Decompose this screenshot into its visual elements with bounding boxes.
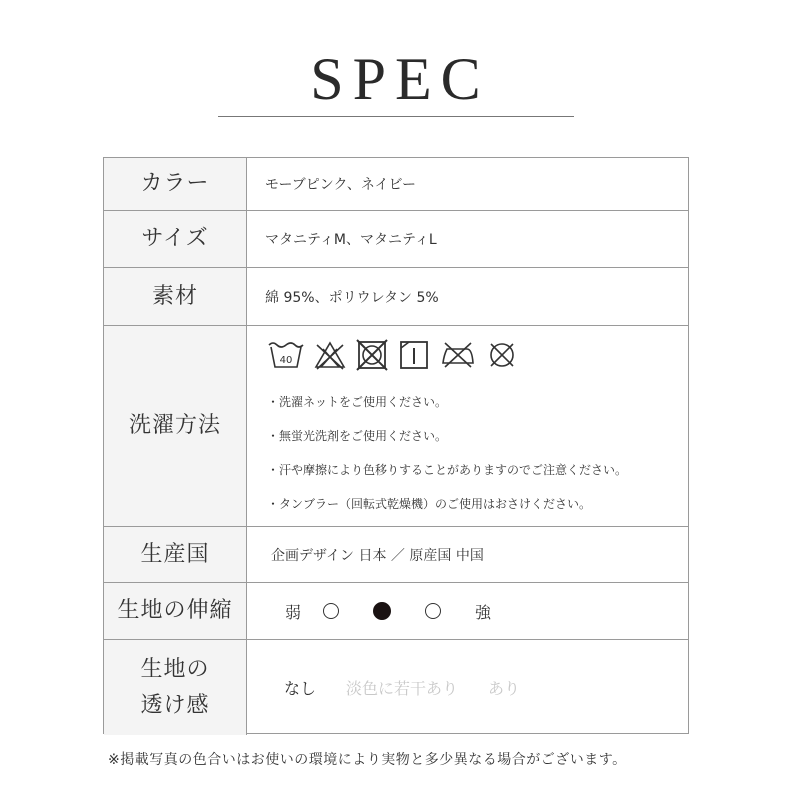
spec-label-color: カラー	[104, 158, 247, 210]
no-iron-icon	[439, 339, 477, 371]
title-divider	[218, 116, 574, 117]
sheer-option: 淡色に若干あり	[346, 679, 459, 698]
spec-row-material	[104, 268, 688, 326]
spec-label-sheer	[104, 640, 247, 735]
stretch-level-selected	[373, 602, 391, 620]
stretch-weak-label: 弱	[285, 602, 302, 622]
page-title: SPEC	[310, 46, 490, 112]
spec-table	[103, 157, 689, 734]
spec-row-origin	[104, 527, 688, 583]
spec-value-size: マタニティM、マタニティL	[265, 232, 437, 248]
care-icons	[267, 338, 688, 372]
spec-label-stretch: 生地の伸縮	[104, 583, 247, 639]
wash-temp-label: 40	[279, 355, 293, 366]
spec-row-size	[104, 211, 688, 268]
care-note: ・タンブラー（回転式乾燥機）のご使用はおさけください。	[267, 497, 592, 511]
spec-row-care	[104, 326, 688, 527]
care-note: ・汗や摩擦により色移りすることがありますのでご注意ください。	[267, 463, 628, 477]
spec-value-origin: 企画デザイン 日本 ／ 原産国 中国	[271, 547, 484, 564]
spec-row-stretch	[104, 583, 688, 640]
line-dry-icon	[397, 339, 431, 371]
no-dry-clean-icon	[485, 339, 519, 371]
care-notes	[267, 385, 688, 521]
spec-label-material: 素材	[104, 268, 247, 325]
spec-label-sheer-line2: 透け感	[140, 692, 210, 718]
stretch-strong-label: 強	[475, 602, 492, 622]
sheer-options	[247, 640, 688, 735]
care-note: ・洗濯ネットをご使用ください。	[267, 395, 448, 409]
care-note: ・無蛍光洗剤をご使用ください。	[267, 429, 448, 443]
spec-label-size: サイズ	[104, 211, 247, 267]
no-bleach-icon	[313, 339, 347, 371]
spec-label-care: 洗濯方法	[104, 326, 247, 526]
spec-label-sheer-line1: 生地の	[140, 656, 210, 682]
spec-value-material: 綿 95%、ポリウレタン 5%	[265, 289, 439, 306]
care-section	[247, 326, 688, 526]
spec-row-sheer	[104, 640, 688, 735]
stretch-level-dots	[323, 602, 441, 620]
stretch-scale	[247, 583, 688, 639]
no-tumble-dry-icon	[355, 339, 389, 371]
spec-label-origin: 生産国	[104, 527, 247, 582]
sheer-option: あり	[488, 679, 521, 698]
spec-value-color: モーブピンク、ネイビー	[265, 177, 417, 193]
stretch-level-option	[323, 603, 339, 619]
sheer-option-selected: なし	[284, 679, 317, 698]
spec-row-color	[104, 158, 688, 211]
stretch-level-option	[425, 603, 441, 619]
color-disclaimer: ※掲載写真の色合いはお使いの環境により実物と多少異なる場合がございます。	[108, 752, 627, 768]
wash-40-icon	[267, 339, 305, 371]
